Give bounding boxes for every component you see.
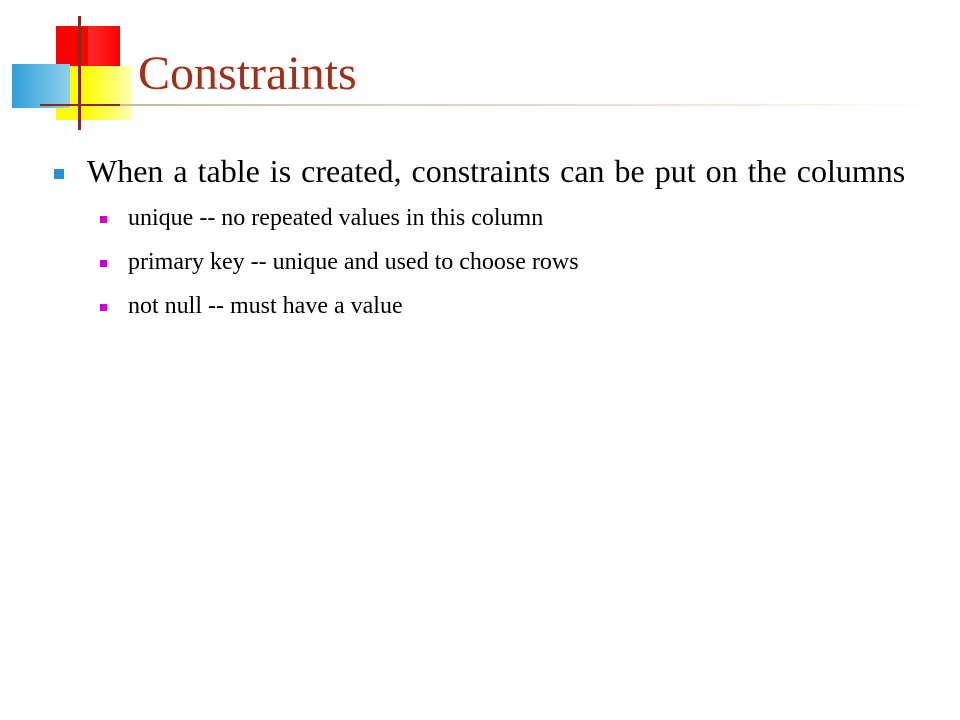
decorative-vertical-line bbox=[78, 16, 81, 130]
bullet-item bbox=[50, 152, 910, 190]
decorative-yellow-fade bbox=[84, 66, 132, 120]
square-bullet-icon bbox=[100, 260, 107, 267]
square-bullet-icon bbox=[54, 169, 64, 179]
decorative-blue-square bbox=[12, 64, 70, 108]
bullet-text: When a table is created, constraints can be put on the columns bbox=[87, 153, 906, 189]
slide-title: Constraints bbox=[138, 47, 357, 100]
sub-bullet-text: not null -- must have a value bbox=[128, 293, 403, 319]
sub-bullet-text: primary key -- unique and used to choose rows bbox=[128, 249, 579, 275]
square-bullet-icon bbox=[100, 216, 107, 223]
square-bullet-icon bbox=[100, 304, 107, 311]
sub-bullet-item bbox=[86, 204, 910, 232]
decorative-pink-fade bbox=[88, 26, 120, 66]
sub-bullet-item bbox=[86, 292, 910, 320]
sub-bullet-text: unique -- no repeated values in this column bbox=[128, 205, 544, 231]
sub-bullet-list bbox=[50, 204, 910, 320]
title-underline-rule bbox=[120, 104, 940, 106]
slide-body bbox=[50, 152, 910, 336]
sub-bullet-item bbox=[86, 248, 910, 276]
